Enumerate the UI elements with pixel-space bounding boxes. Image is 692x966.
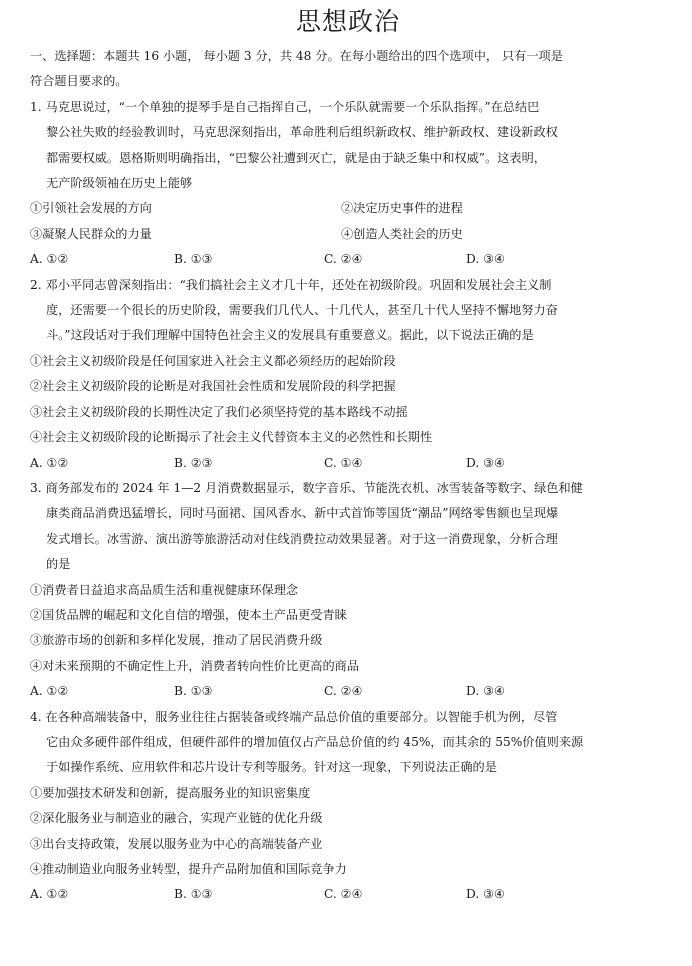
choice-b: B. ②③ [174, 455, 213, 470]
question-stem-line: 它由众多硬件部件组成，但硬件部件的增加值仅占产品总价值的约 45%，而其余的 55%价值则来源 [46, 734, 584, 749]
choice-row [30, 679, 666, 704]
statement-item: ③凝聚人民群众的力量 [30, 226, 152, 241]
question-stem-line: 2. 邓小平同志曾深刻指出：“我们搞社会主义才几十年，还处在初级阶段。巩固和发展社会主义制 [30, 277, 552, 292]
choice-b: B. ①③ [174, 252, 213, 267]
question-stem-line: 康类商品消费迅猛增长，同时马面裙、国风香水、新中式首饰等国货“潮品”网络零售额也呈现爆 [46, 506, 559, 521]
choice-c: C. ②④ [324, 252, 363, 267]
statement-item: ④创造人类社会的历史 [341, 226, 463, 241]
choice-row [30, 247, 666, 272]
question-1 [30, 95, 666, 273]
question-stem-line: 3. 商务部发布的 2024 年 1—2 月消费数据显示，数字音乐、节能洗衣机、冰雪装备等数字、绿色和健 [30, 480, 583, 495]
intro-line: 符合题目要求的。 [30, 74, 128, 89]
statement-row [30, 196, 666, 221]
choice-c: C. ②④ [324, 684, 363, 699]
intro-line: 一、选择题：本题共 16 小题， 每小题 3 分，共 48 分。在每小题给出的四个选项中， 只有一项是 [30, 49, 563, 63]
statement-item: ③社会主义初级阶段的长期性决定了我们必须坚持党的基本路线不动摇 [30, 404, 408, 419]
statement-item: ②决定历史事件的进程 [341, 201, 463, 216]
choice-d: D. ③④ [466, 684, 505, 699]
statement-item: ④对未来预期的不确定性上升，消费者转向性价比更高的商品 [30, 658, 360, 673]
choice-d: D. ③④ [466, 455, 505, 470]
statement-item: ④推动制造业向服务业转型，提升产品附加值和国际竞争力 [30, 862, 347, 876]
choice-a: A. ①② [30, 887, 69, 902]
choice-b: B. ①③ [174, 887, 213, 902]
choice-d: D. ③④ [466, 887, 505, 902]
choice-c: C. ②④ [324, 887, 363, 902]
question-stem-line: 度，还需要一个很长的历史阶段，需要我们几代人、十几代人，甚至几十代人坚持不懈地努力奋 [46, 303, 558, 318]
question-4 [30, 705, 666, 908]
question-stem-line: 发式增长。冰雪游、演出游等旅游活动对住线消费拉动效果显著。对于这一消费现象，分析合理 [46, 531, 558, 546]
choice-a: A. ①② [30, 455, 69, 470]
question-stem-line: 都需要权威。恩格斯则明确指出，“巴黎公社遭到灭亡，就是由于缺乏集中和权威”。这表明， [46, 150, 546, 165]
choice-d: D. ③④ [466, 252, 505, 267]
statement-item: ①要加强技术研发和创新，提高服务业的知识密集度 [30, 785, 311, 800]
statement-item: ③旅游市场的创新和多样化发展，推动了居民消费升级 [30, 633, 323, 648]
choice-row [30, 451, 666, 476]
question-3 [30, 476, 666, 705]
question-stem-line: 无产阶级领袖在历史上能够 [46, 176, 193, 191]
question-stem-line: 斗。”这段话对于我们理解中国特色社会主义的发展具有重要意义。据此，以下说法正确的是 [46, 328, 534, 343]
statement-item: ④社会主义初级阶段的论断揭示了社会主义代替资本主义的必然性和长期性 [30, 430, 433, 445]
question-2 [30, 273, 666, 476]
statement-item: ①引领社会发展的方向 [30, 201, 152, 216]
statement-row [30, 222, 666, 247]
question-stem-line: 4. 在各种高端装备中，服务业往往占据装备或终端产品总价值的重要部分。以智能手机为例，尽管 [30, 709, 558, 724]
choice-a: A. ①② [30, 684, 69, 699]
statement-item: ②国货品牌的崛起和文化自信的增强，使本土产品更受青睐 [30, 607, 347, 622]
statement-item: ②深化服务业与制造业的融合，实现产业链的优化升级 [30, 811, 323, 826]
statement-item: ①社会主义初级阶段是任何国家进入社会主义都必须经历的起始阶段 [30, 353, 396, 368]
choice-a: A. ①② [30, 252, 69, 267]
section-intro [30, 44, 666, 95]
question-stem-line: 1. 马克思说过，“一个单独的提琴手是自己指挥自己，一个乐队就需要一个乐队指挥。”在总结巴 [30, 99, 540, 114]
choice-c: C. ①④ [324, 455, 363, 470]
statement-item: ①消费者日益追求高品质生活和重视健康环保理念 [30, 582, 299, 597]
statement-item: ③出台支持政策，发展以服务业为中心的高端装备产业 [30, 836, 323, 851]
question-stem-line: 的是 [46, 557, 71, 572]
question-stem-line: 于如操作系统、应用软件和芯片设计专利等服务。针对这一现象，下列说法正确的是 [46, 760, 497, 775]
statement-item: ②社会主义初级阶段的论断是对我国社会性质和发展阶段的科学把握 [30, 379, 396, 394]
choice-b: B. ①③ [174, 684, 213, 699]
choice-row [30, 882, 666, 907]
question-stem-line: 黎公社失败的经验教训时，马克思深刻指出，革命胜利后组织新政权、维护新政权、建设新政权 [46, 125, 558, 140]
page-title: 思想政治 [295, 7, 400, 36]
